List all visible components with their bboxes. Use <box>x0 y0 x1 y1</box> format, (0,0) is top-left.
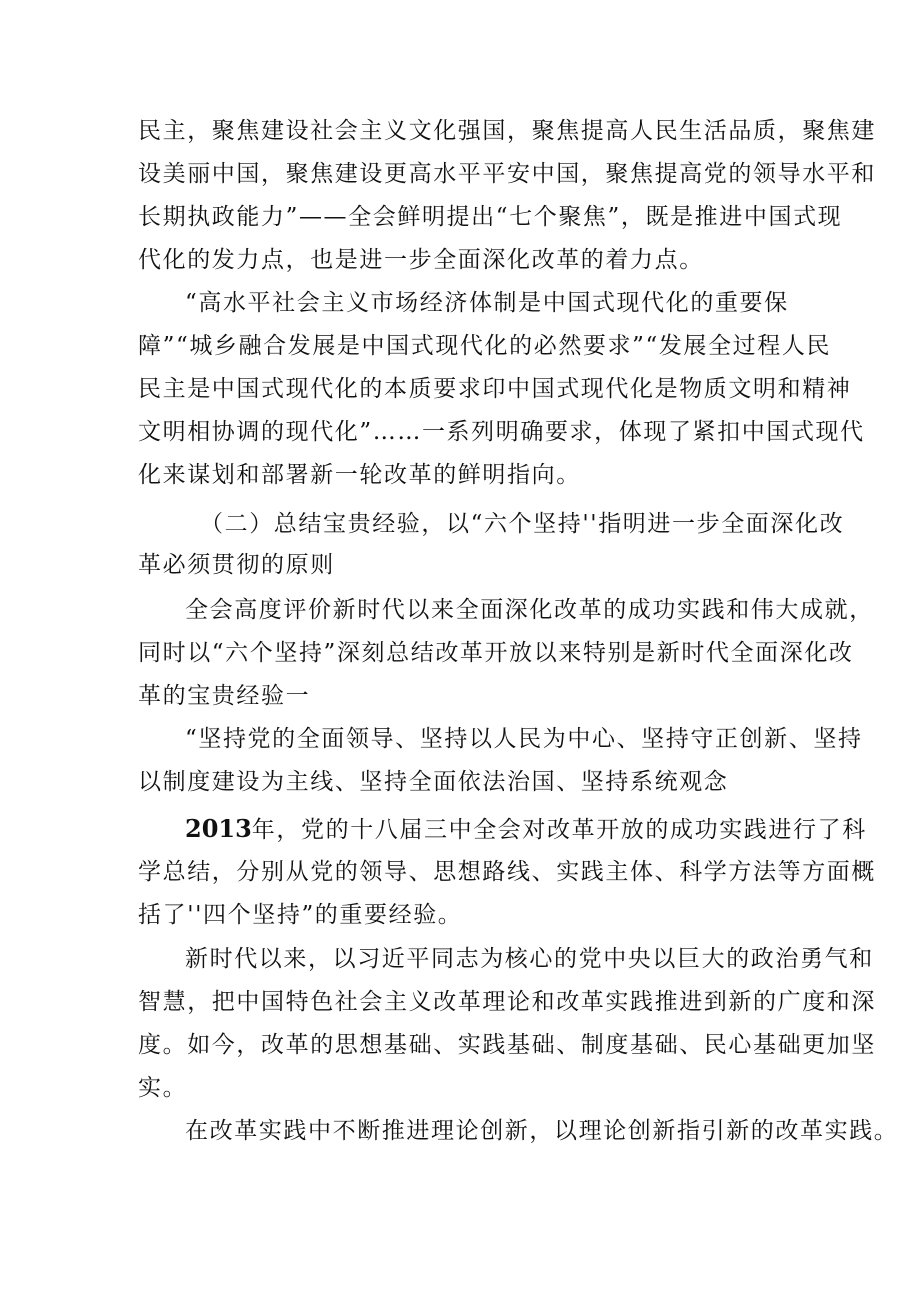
text-line: “高水平社会主义市场经济体制是中国式现代化的重要保 <box>185 290 789 316</box>
text-line: 文明相协调的现代化”……一系列明确要求，体现了紧扣中国式现代 <box>138 419 865 445</box>
text-line: 以制度建设为主线、坚持全面依法治国、坚持系统观念 <box>138 769 729 795</box>
text-line: “坚持党的全面领导、坚持以人民为中心、坚持守正创新、坚持 <box>185 726 863 752</box>
text-line <box>185 814 867 845</box>
text-line: 同时以“六个坚持”深刻总结改革开放以来特别是新时代全面深化改 <box>138 640 854 666</box>
text-line: 全会高度评价新时代以来全面深化改革的成功实践和伟大成就， <box>185 597 874 623</box>
section-heading: （二）总结宝贵经验，以“六个坚持''指明进一步全面深化改 <box>200 511 845 537</box>
text-line: 代化的发力点，也是进一步全面深化改革的着力点。 <box>138 247 704 273</box>
text-line: 实。 <box>138 1075 188 1101</box>
text-line: 民主是中国式现代化的本质要求印中国式现代化是物质文明和精神 <box>138 376 852 402</box>
text-line: 智慧，把中国特色社会主义改革理论和改革实践推进到新的广度和深 <box>138 989 876 1015</box>
section-heading: 革必须贯彻的原则 <box>138 552 335 578</box>
text-line: 障”“城乡融合发展是中国式现代化的必然要求”“发展全过程人民 <box>138 333 832 359</box>
text-line: 度。如今，改革的思想基础、实践基础、制度基础、民心基础更加坚 <box>138 1032 876 1058</box>
text-line: 新时代以来，以习近平同志为核心的党中央以巨大的政治勇气和 <box>185 946 874 972</box>
text-line: 设美丽中国，聚焦建设更高水平平安中国，聚焦提高党的领导水平和 <box>138 161 876 187</box>
text-line: 学总结，分别从党的领导、思想路线、实践主体、科学方法等方面概 <box>138 859 876 885</box>
text-line: 民主，聚焦建设社会主义文化强国，聚焦提高人民生活品质，聚焦建 <box>138 118 876 144</box>
text-line: 化来谋划和部署新一轮改革的鲜明指向。 <box>138 462 581 488</box>
text-span: 年，党的十八届三中全会对改革开放的成功实践进行了科 <box>251 817 867 843</box>
text-line: 括了''四个坚持”的重要经验。 <box>138 902 463 928</box>
text-line: 革的宝贵经验一 <box>138 683 311 709</box>
text-line: 长期执政能力”——全会鲜明提出“七个聚焦”，既是推进中国式现 <box>138 204 843 230</box>
year-number: 2013 <box>185 814 252 843</box>
text-line: 在改革实践中不断推进理论创新，以理论创新指引新的改革实践。 <box>185 1118 899 1144</box>
